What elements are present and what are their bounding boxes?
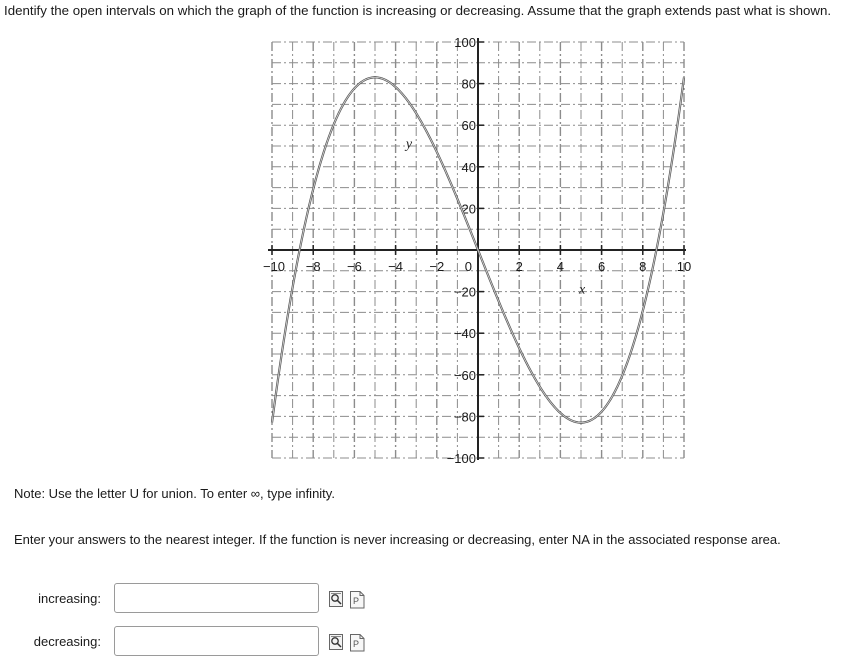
- y-tick-label: 60: [461, 118, 476, 134]
- y-tick-label: −60: [453, 367, 476, 383]
- y-tick-label: 40: [461, 159, 476, 175]
- preview-icon[interactable]: [329, 591, 344, 609]
- increasing-label: increasing:: [38, 591, 101, 606]
- instructions-text: Enter your answers to the nearest integer. If the function is never increasing or decreasing, enter NA in the associated response area.: [14, 532, 781, 547]
- increasing-input[interactable]: [114, 583, 319, 613]
- x-tick-label: −4: [388, 259, 404, 274]
- y-tick-label: 80: [461, 76, 476, 92]
- decreasing-input[interactable]: [114, 626, 319, 656]
- decreasing-label: decreasing:: [33, 634, 101, 649]
- x-tick-label: −6: [346, 259, 362, 274]
- preview-icon[interactable]: [329, 634, 344, 652]
- x-tick-label: −8: [305, 259, 321, 274]
- svg-text:P: P: [353, 639, 360, 649]
- y-axis-label: y: [405, 137, 413, 152]
- x-tick-label: 6: [597, 259, 606, 274]
- y-tick-label: 100: [454, 35, 476, 50]
- x-axis-label: x: [578, 282, 586, 298]
- x-tick-label: 4: [556, 259, 565, 274]
- y-tick-label: −100: [446, 451, 476, 466]
- x-tick-label: −10: [262, 259, 286, 274]
- symbol-palette-icon[interactable]: [350, 591, 365, 609]
- y-tick-label: −20: [453, 284, 476, 300]
- x-tick-label: 8: [639, 259, 647, 274]
- x-tick-label: −2: [429, 259, 445, 274]
- symbol-palette-icon[interactable]: [350, 634, 365, 652]
- question-text: Identify the open intervals on which the graph of the function is increasing or decreasing. Assume that the graph extends past what is shown.: [4, 3, 832, 18]
- origin-label: 0: [464, 259, 472, 274]
- note-text: Note: Use the letter U for union. To enter ∞, type infinity.: [14, 486, 335, 501]
- x-tick-label: 10: [676, 259, 692, 274]
- y-tick-label: −80: [453, 409, 476, 425]
- y-tick-label: −40: [453, 326, 476, 342]
- x-tick-label: 2: [515, 259, 523, 274]
- svg-text:P: P: [353, 596, 360, 606]
- y-tick-label: 20: [461, 201, 476, 217]
